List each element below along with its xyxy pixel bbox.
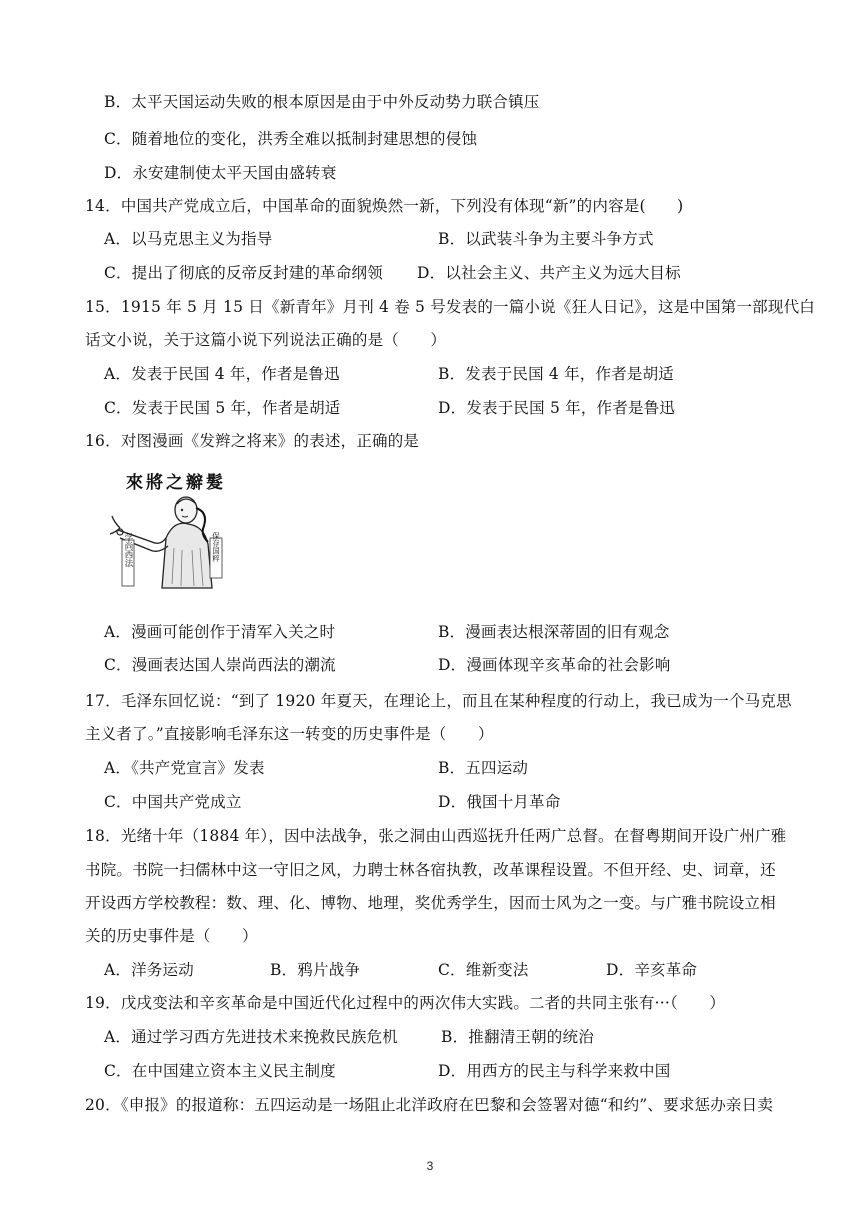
page-number: 3: [426, 1159, 434, 1173]
q14-option-a: A．以马克思主义为指导: [104, 230, 273, 248]
queue-future-cartoon: [104, 468, 260, 592]
q15-option-d: D．发表于民国 5 年，作者是鲁迅: [438, 399, 676, 417]
q18-stem-line2: 书院。书院一扫儒林中这一守旧之风，力聘士林各宿执教，改革课程设置。不但开经、史、词章，还: [85, 861, 776, 879]
q16-option-c: C．漫画表达国人崇尚西法的潮流: [104, 656, 336, 674]
q16-option-b: B．漫画表达根深蒂固的旧有观念: [438, 623, 670, 641]
q18-stem-line1: 18．光绪十年（1884 年），因中法战争，张之洞由山西巡抚升任两广总督。在督粤期间开设广州广雅: [85, 827, 787, 845]
q13-option-c: C．随着地位的变化，洪秀全难以抵制封建思想的侵蚀: [104, 130, 478, 148]
q18-option-b: B．鸦片战争: [270, 961, 361, 979]
q19-option-c: C．在中国建立资本主义民主制度: [104, 1062, 336, 1080]
q15-stem-line1: 15．1915 年 5 月 15 日《新青年》月刊 4 卷 5 号发表的一篇小说《狂人日记》，这是中国第一部现代白: [85, 298, 815, 316]
q19-option-b: B．推翻清王朝的统治: [441, 1028, 594, 1046]
q13-option-d: D．永安建制使太平天国由盛转衰: [104, 164, 337, 182]
q17-stem-line1: 17．毛泽东回忆说：“到了 1920 年夏天，在理论上，而且在某种程度的行动上，我已成为一个马克思: [85, 692, 792, 710]
q14-option-c: C．提出了彻底的反帝反封建的革命纲领: [104, 264, 383, 282]
q18-option-c: C．维新变法: [438, 961, 529, 979]
q17-option-d: D．俄国十月革命: [438, 793, 561, 811]
q17-option-a: A．《共产党宣言》发表: [104, 759, 265, 777]
q18-stem-line3: 开设西方学校教程：数、理、化、博物、地理，奖优秀学生，因而士风为之一变。与广雅书院设立相: [85, 894, 776, 912]
q17-option-b: B．五四运动: [438, 759, 529, 777]
cartoon-title: 來將之辮髮: [126, 473, 226, 493]
q18-option-a: A．洋务运动: [104, 961, 194, 979]
q15-stem-line2: 话文小说，关于这篇小说下列说法正确的是（ ）: [85, 331, 447, 349]
q15-option-b: B．发表于民国 4 年，作者是胡适: [438, 365, 675, 383]
q16-option-a: A．漫画可能创作于清军入关之时: [104, 623, 336, 641]
q20-stem-line1: 20．《申报》的报道称：五四运动是一场阻止北洋政府在巴黎和会签署对德“和约”、要求惩办亲日卖: [85, 1096, 774, 1114]
q19-stem: 19．戊戌变法和辛亥革命是中国近代化过程中的两次伟大实践。二者的共同主张有···（ ）: [85, 994, 726, 1012]
q18-option-d: D．辛亥革命: [606, 961, 698, 979]
q16-option-d: D．漫画体现辛亥革命的社会影响: [438, 656, 671, 674]
q16-stem: 16．对图漫画《发辫之将来》的表述，正确的是: [85, 432, 420, 450]
q15-option-a: A．发表于民国 4 年，作者是鲁迅: [104, 365, 340, 383]
q14-option-b: B．以武装斗争为主要斗争方式: [438, 230, 654, 248]
q14-stem: 14．中国共产党成立后，中国革命的面貌焕然一新，下列没有体现“新”的内容是( ): [85, 197, 684, 215]
cartoon-left-label: 学尚西法: [123, 533, 133, 567]
q19-option-d: D．用西方的民主与科学来救中国: [438, 1062, 671, 1080]
q14-option-d: D．以社会主义、共产主义为远大目标: [417, 264, 681, 282]
cartoon-right-label: 保存国粹: [211, 532, 221, 562]
q15-option-c: C．发表于民国 5 年，作者是胡适: [104, 399, 341, 417]
q17-stem-line2: 主义者了。”直接影响毛泽东这一转变的历史事件是（ ）: [85, 725, 494, 743]
q17-option-c: C．中国共产党成立: [104, 793, 242, 811]
q13-option-b: B．太平天国运动失败的根本原因是由于中外反动势力联合镇压: [104, 93, 540, 111]
q18-stem-line4: 关的历史事件是（ ）: [85, 927, 258, 945]
q19-option-a: A．通过学习西方先进技术来挽救民族危机: [104, 1028, 398, 1046]
